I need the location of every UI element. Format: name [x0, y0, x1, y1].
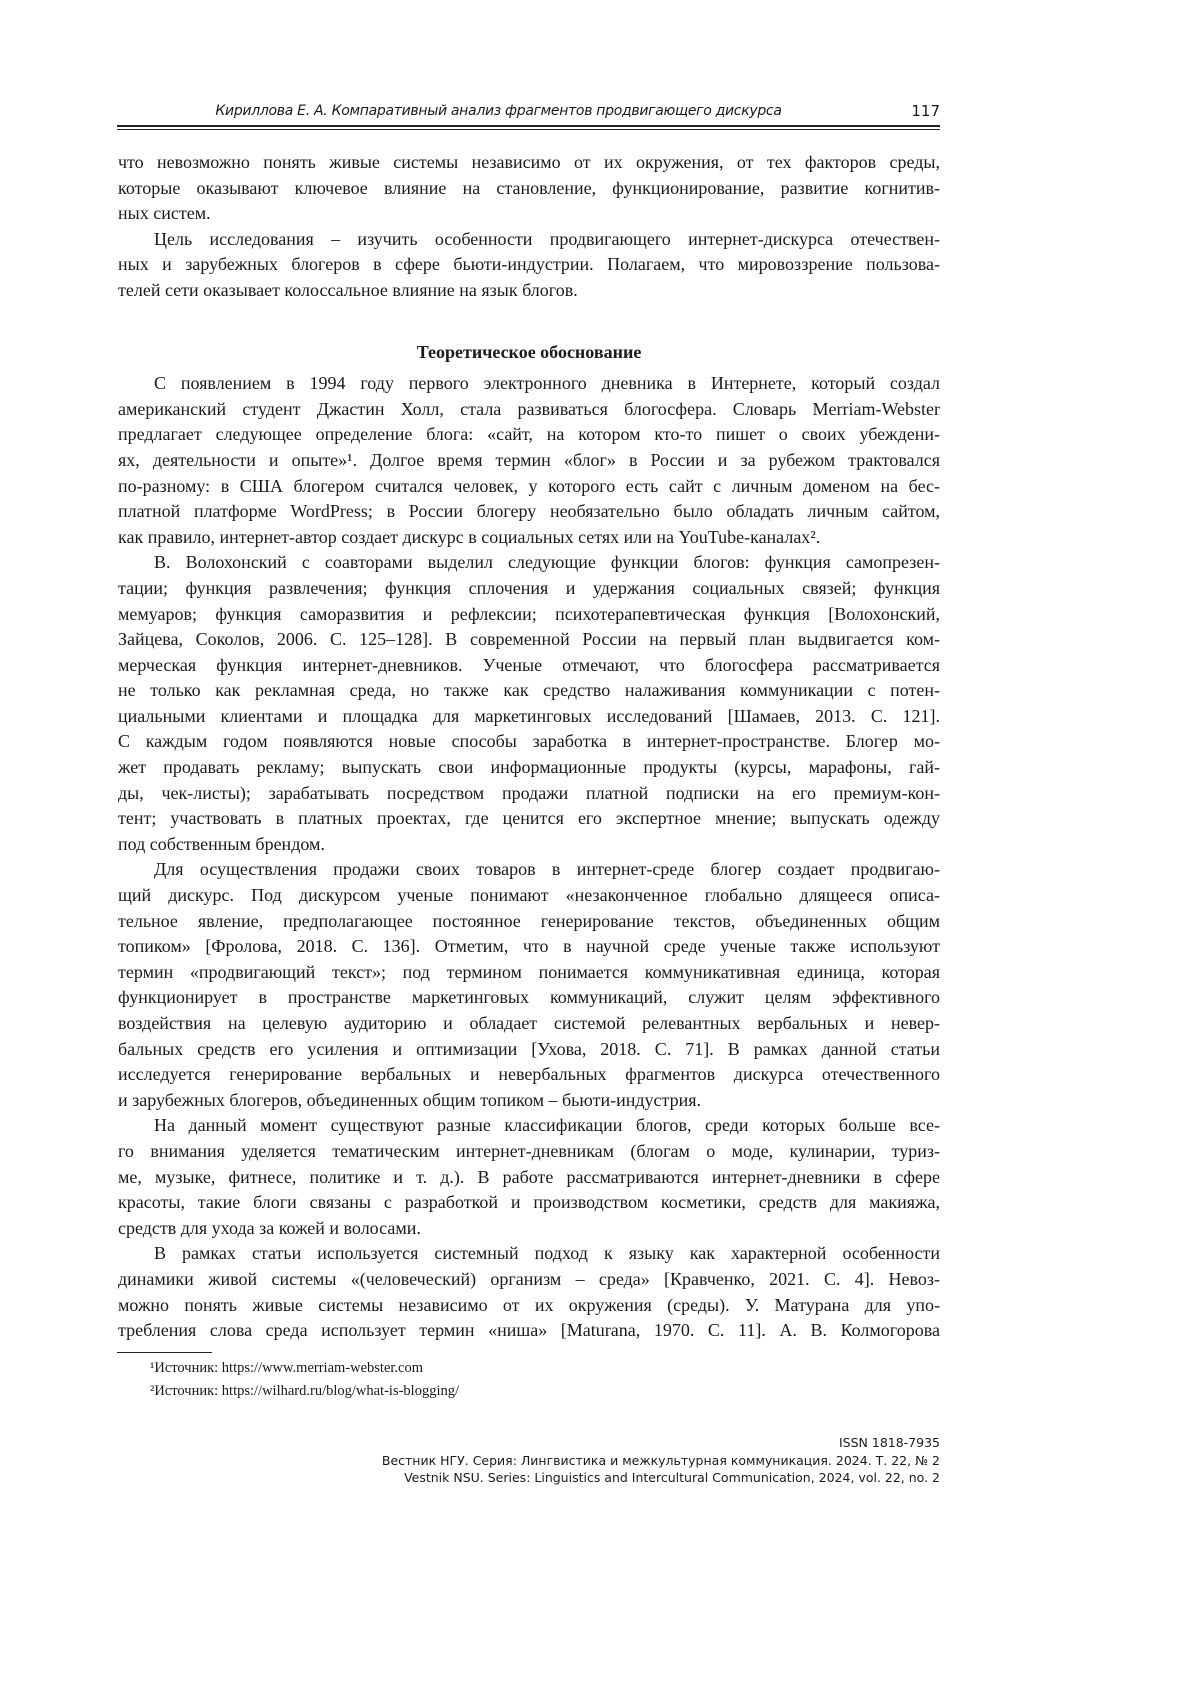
- text-line: ных и зарубежных блогеров в сфере бьюти-индустрии. Полагаем, что мировоззрение пользова-: [118, 252, 940, 278]
- text-line: динамики живой системы «(человеческий) организм – среда» [Кравченко, 2021. С. 4]. Невоз-: [118, 1267, 940, 1293]
- text-line: как правило, интернет-автор создает дискурс в социальных сетях или на YouTube-каналах².: [118, 525, 940, 551]
- text-line: которые оказывают ключевое влияние на становление, функционирование, развитие когнитив-: [118, 176, 940, 202]
- text-line: топиком» [Фролова, 2018. С. 136]. Отметим, что в научной среде ученые также используют: [118, 934, 940, 960]
- footnote-1: ¹Источник: https://www.merriam-webster.com: [150, 1357, 459, 1380]
- text-line: Зайцева, Соколов, 2006. С. 125–128]. В современной России на первый план выдвигается ком-: [118, 627, 940, 653]
- text-line: Для осуществления продажи своих товаров в интернет-среде блогер создает продвигаю-: [118, 857, 940, 883]
- text-line: воздействия на целевую аудиторию и обладает системой релевантных вербальных и невер-: [118, 1011, 940, 1037]
- issn: ISSN 1818-7935: [382, 1434, 940, 1452]
- running-header: [117, 100, 940, 126]
- text-line: требления слова среда использует термин «ниша» [Maturana, 1970. С. 11]. А. В. Колмогорова: [118, 1318, 940, 1344]
- journal-title-en: Vestnik NSU. Series: Linguistics and Intercultural Communication, 2024, vol. 22, no. 2: [382, 1469, 940, 1487]
- footnote-separator: [117, 1352, 212, 1353]
- text-line: и зарубежных блогеров, объединенных общим топиком – бьюти-индустрия.: [118, 1088, 940, 1114]
- text-line: что невозможно понять живые системы независимо от их окружения, от тех факторов среды,: [118, 150, 940, 176]
- text-line: под собственным брендом.: [118, 832, 940, 858]
- text-line: исследуется генерирование вербальных и невербальных фрагментов дискурса отечественного: [118, 1062, 940, 1088]
- text-line: ды, чек-листы); зарабатывать посредством продажи платной подписки на его премиум-кон-: [118, 781, 940, 807]
- text-line: американский студент Джастин Холл, стала развиваться блогосфера. Словарь Merriam-Webster: [118, 397, 940, 423]
- text-line: ях, деятельности и опыте»¹. Долгое время термин «блог» в России и за рубежом трактовался: [118, 448, 940, 474]
- paragraph: [118, 371, 940, 550]
- text-line: С появлением в 1994 году первого электронного дневника в Интернете, который создал: [118, 371, 940, 397]
- text-line: ных систем.: [118, 201, 940, 227]
- text-line: С каждым годом появляются новые способы заработка в интернет-пространстве. Блогер мо-: [118, 729, 940, 755]
- text-line: телей сети оказывает колоссальное влияние на язык блогов.: [118, 278, 940, 304]
- paragraph: [118, 227, 940, 304]
- text-line: бальных средств его усиления и оптимизации [Ухова, 2018. С. 71]. В рамках данной статьи: [118, 1037, 940, 1063]
- text-line: тельное явление, предполагающее постоянное генерирование текстов, объединенных общим: [118, 909, 940, 935]
- text-line: го внимания уделяется тематическим интернет-дневникам (блогам о моде, кулинарии, туриз-: [118, 1139, 940, 1165]
- text-line: по-разному: в США блогером считался человек, у которого есть сайт с личным доменом на бес-: [118, 474, 940, 500]
- article-body: [118, 150, 940, 1344]
- text-line: ме, музыке, фитнесе, политике и т. д.). В работе рассматриваются интернет-дневники в сфере: [118, 1165, 940, 1191]
- text-line: функционирует в пространстве маркетинговых коммуникаций, служит целям эффективного: [118, 985, 940, 1011]
- journal-title-ru: Вестник НГУ. Серия: Лингвистика и межкультурная коммуникация. 2024. Т. 22, № 2: [382, 1452, 940, 1470]
- text-line: средств для ухода за кожей и волосами.: [118, 1216, 940, 1242]
- text-line: жет продавать рекламу; выпускать свои информационные продукты (курсы, марафоны, гай-: [118, 755, 940, 781]
- paragraph: [118, 857, 940, 1113]
- text-line: щий дискурс. Под дискурсом ученые понимают «незаконченное глобально длящееся описа-: [118, 883, 940, 909]
- text-line: циальными клиентами и площадка для маркетинговых исследований [Шамаев, 2013. С. 121].: [118, 704, 940, 730]
- text-line: не только как рекламная среда, но также как средство налаживания коммуникации с потен-: [118, 678, 940, 704]
- page-footer: [382, 1434, 940, 1487]
- text-line: можно понять живые системы независимо от их окружения (среды). У. Матурана для упо-: [118, 1293, 940, 1319]
- footnote-2: ²Источник: https://wilhard.ru/blog/what-is-blogging/: [150, 1380, 459, 1403]
- text-line: В. Волохонский с соавторами выделил следующие функции блогов: функция самопрезен-: [118, 550, 940, 576]
- paragraph: [118, 1241, 940, 1343]
- header-rule-thin: [117, 129, 940, 130]
- paragraph: [118, 1113, 940, 1241]
- paragraph: [118, 150, 940, 227]
- paragraph: [118, 550, 940, 857]
- text-line: тент; участвовать в платных проектах, где ценится его экспертное мнение; выпускать одежду: [118, 806, 940, 832]
- footnotes: [150, 1357, 459, 1403]
- text-line: красоты, такие блоги связаны с разработкой и производством косметики, средств для макияжа,: [118, 1190, 940, 1216]
- header-rule: [117, 125, 940, 127]
- text-line: мерческая функция интернет-дневников. Ученые отмечают, что блогосфера рассматривается: [118, 653, 940, 679]
- running-title: Кириллова Е. А. Компаративный анализ фрагментов продвигающего дискурса: [117, 103, 880, 119]
- text-line: термин «продвигающий текст»; под термином понимается коммуникативная единица, которая: [118, 960, 940, 986]
- text-line: тации; функция развлечения; функция сплочения и удержания социальных связей; функция: [118, 576, 940, 602]
- text-line: В рамках статьи используется системный подход к языку как характерной особенности: [118, 1241, 940, 1267]
- text-line: Цель исследования – изучить особенности продвигающего интернет-дискурса отечествен-: [118, 227, 940, 253]
- text-line: На данный момент существуют разные классификации блогов, среди которых больше все-: [118, 1113, 940, 1139]
- page-number: 117: [911, 102, 940, 120]
- text-line: мемуаров; функция саморазвития и рефлексии; психотерапевтическая функция [Волохонский,: [118, 602, 940, 628]
- section-heading: Теоретическое обоснование: [118, 340, 940, 366]
- text-line: предлагает следующее определение блога: «сайт, на котором кто-то пишет о своих убеждени-: [118, 422, 940, 448]
- text-line: платной платформе WordPress; в России блогеру необязательно было обладать личным сайтом,: [118, 499, 940, 525]
